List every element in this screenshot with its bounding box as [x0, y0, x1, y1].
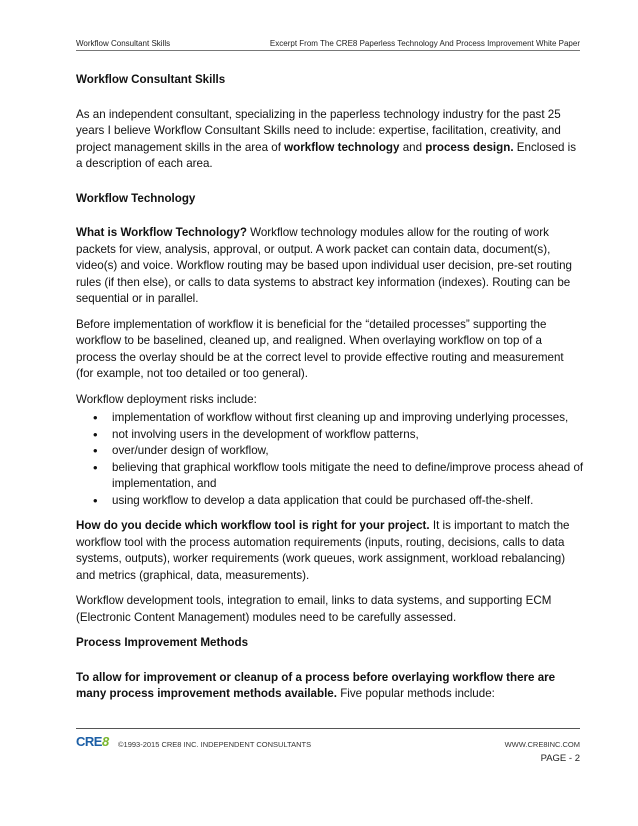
what-is-paragraph: What is Workflow Technology? Workflow technology modules allow for the routing of work packets for view, analysis, approval, or output. A work packet can contain data, document(s), video(s) and voice. Workflow routing may be based upon individual user decision, pre-set routing rules (if then else), or calls to data systems to abstract key information (indexes). Routing can be sequential or in parallel. [76, 226, 573, 305]
before-implementation-paragraph: Before implementation of workflow it is beneficial for the “detailed processes” supporting the workflow to be baselined, cleaned up, and realigned. When overlaying workflow on top of a process the overlay should be at the correct level to provide effective routing and measurement (for example, not too detailed or too general). [76, 317, 564, 380]
cre8-logo: CRE8 [76, 734, 109, 749]
footer-copyright: ©1993-2015 CRE8 INC. INDEPENDENT CONSULTANTS [118, 740, 312, 749]
intro-paragraph: As an independent consultant, specializing in the paperless technology industry for the past 25 years I believe Workflow Consultant Skills need to include: expertise, facilitation, creativity, and project management skills in the area of workflow technology and process design. Enclosed is a description of each area. [76, 107, 577, 170]
page-number: PAGE - 2 [540, 753, 580, 764]
development-tools-paragraph: Workflow development tools, integration to email, links to data systems, and supporting ECM (Electronic Content Management) modules need to be carefully assessed. [76, 594, 552, 624]
header-divider [76, 50, 580, 51]
how-decide-paragraph: How do you decide which workflow tool is right for your project. It is important to match the workflow tool with the process automation requirements (inputs, routing, decisions, calls to data systems, outputs), worker requirements (work queues, work assignment, workload rebalancing) and metrics (graphical, data, measurements). [76, 519, 570, 582]
footer-website: WWW.CRE8INC.COM [504, 740, 580, 749]
running-header-left: Workflow Consultant Skills [76, 39, 171, 48]
allow-improvement-paragraph: To allow for improvement or cleanup of a process before overlaying workflow there are many process improvement methods available. Five popular methods include: [76, 670, 556, 700]
risks-intro: Workflow deployment risks include: [76, 392, 257, 406]
section-heading-process-improvement: Process Improvement Methods [76, 636, 249, 649]
risk-item: • over/under design of workflow, [112, 443, 584, 460]
footer-divider [76, 728, 580, 729]
risk-item: • not involving users in the development of workflow patterns, [112, 427, 584, 444]
section-heading-workflow-technology: Workflow Technology [76, 191, 196, 205]
running-header-right: Excerpt From The CRE8 Paperless Technology And Process Improvement White Paper [269, 39, 580, 48]
document-title: Workflow Consultant Skills [76, 73, 226, 86]
risk-item: • believing that graphical workflow tools mitigate the need to define/improve process ahead of implementation, and [112, 460, 584, 493]
risk-item: • implementation of workflow without first cleaning up and improving underlying processes, [112, 410, 584, 427]
risks-list [76, 410, 584, 509]
body-content [76, 72, 584, 712]
risk-item: • using workflow to develop a data application that could be purchased off-the-shelf. [112, 493, 584, 510]
